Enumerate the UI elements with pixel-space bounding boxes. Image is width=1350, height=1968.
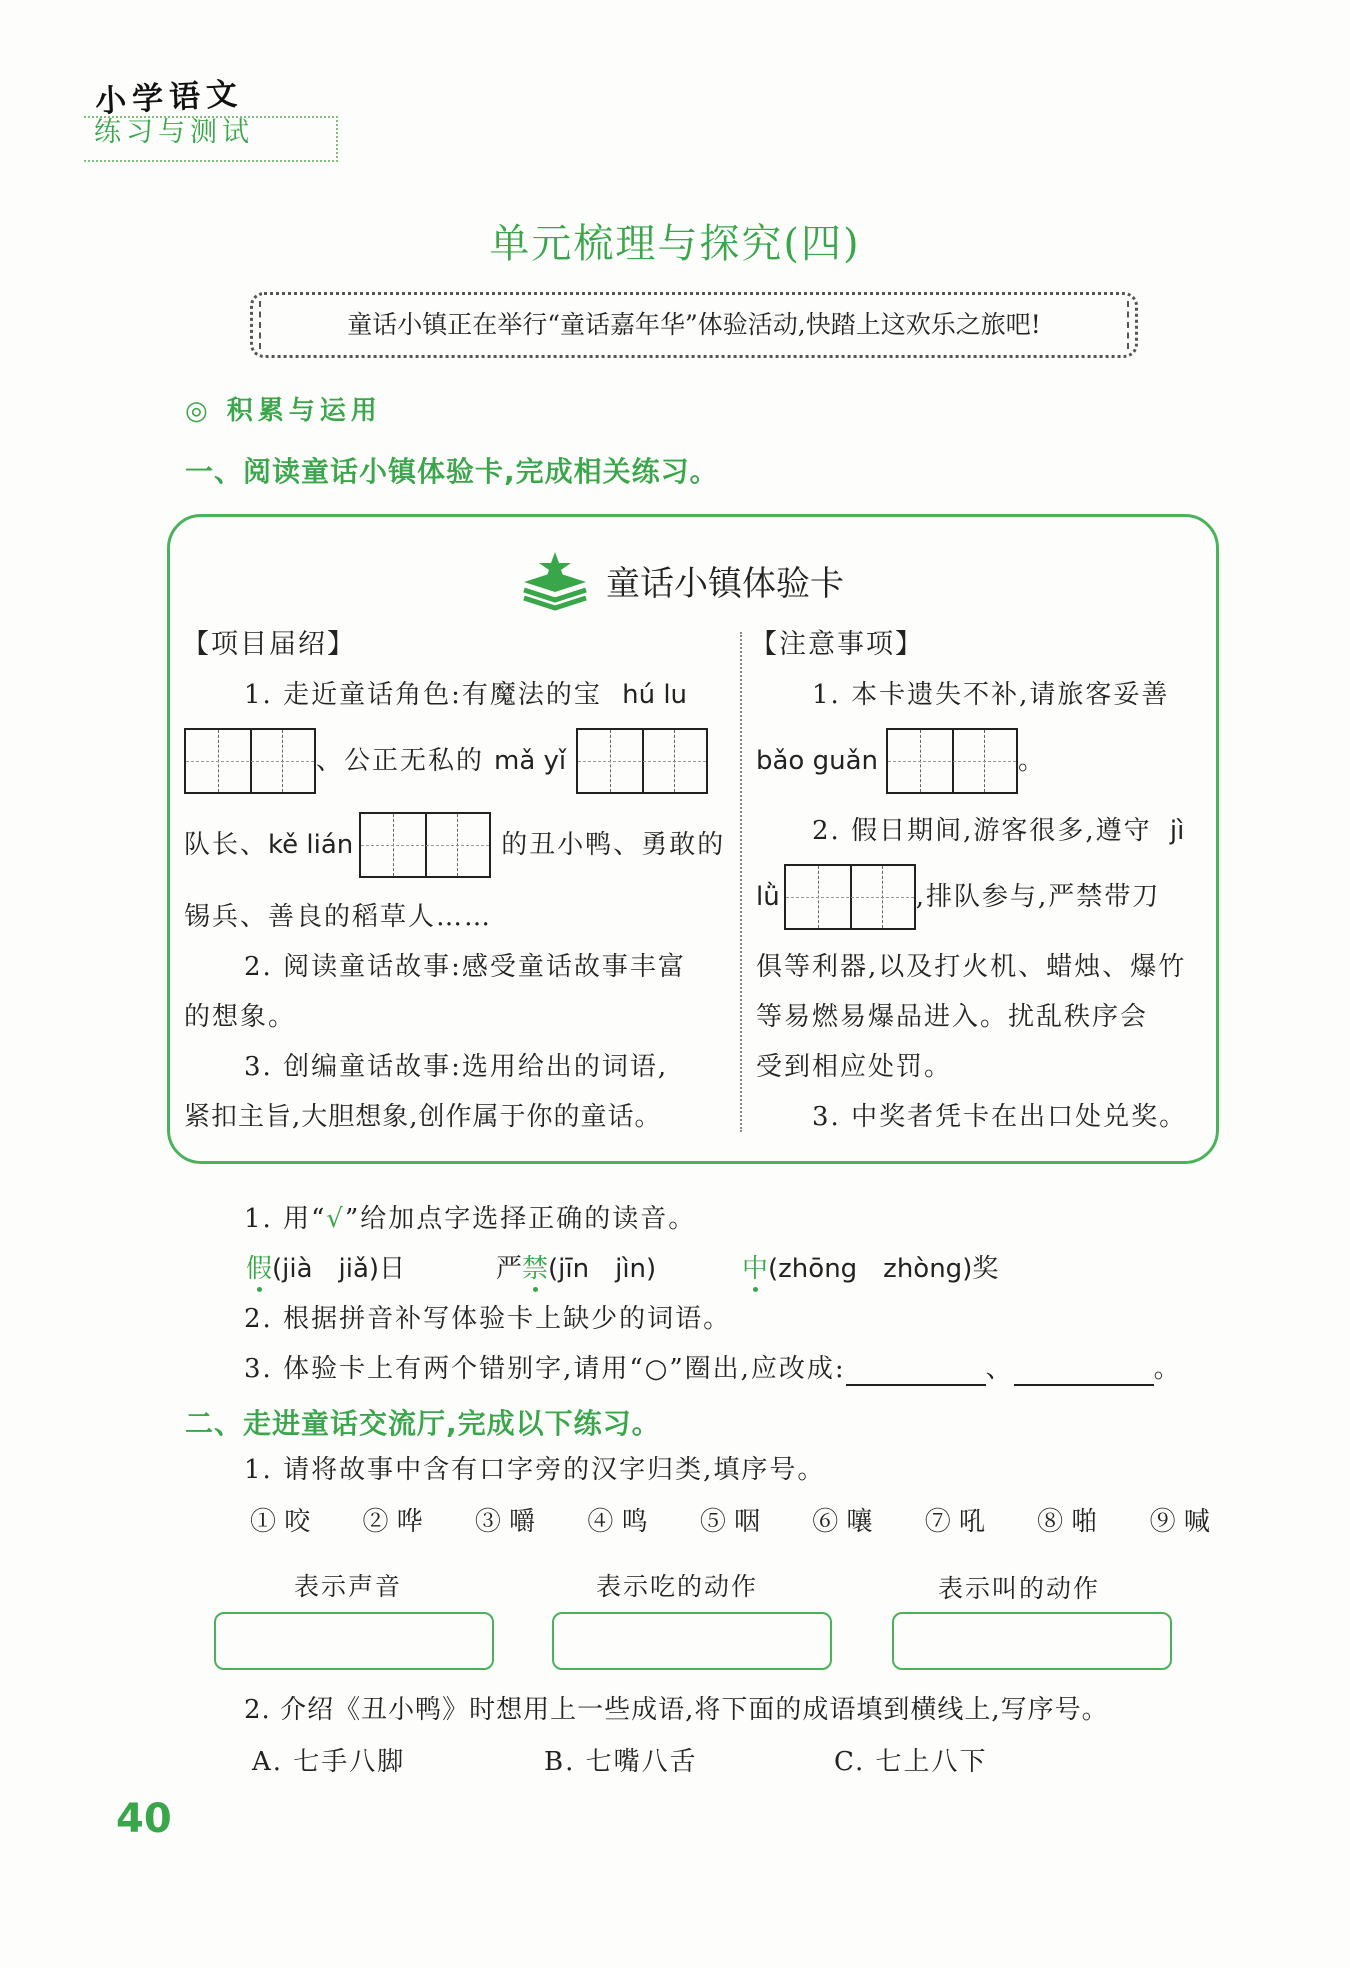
pinyin-choice-3	[742, 1252, 998, 1286]
char-option: ⑨ 喊	[1149, 1507, 1210, 1537]
left-line-1c	[184, 812, 725, 878]
answer-box-call[interactable]	[892, 1612, 1172, 1670]
unit-title: 单元梳理与探究(四)	[489, 221, 861, 267]
char-option: ② 哗	[362, 1507, 423, 1537]
box-label-eat: 表示吃的动作	[596, 1572, 759, 1601]
dotted-char-zhong: 中	[742, 1254, 769, 1284]
left-line-3b: 紧扣主旨,大胆想象,创作属于你的童话。	[184, 1102, 662, 1132]
left-column-header: 【项目届绍】	[182, 629, 356, 660]
section-label: ◎ 积累与运用	[185, 396, 382, 426]
left-line-1d: 锡兵、善良的稻草人……	[184, 902, 493, 932]
left-line-1c-post: 的丑小鸭、勇敢的	[501, 830, 726, 860]
dotted-char-jin: 禁	[522, 1254, 549, 1284]
left-line-1a	[244, 678, 687, 712]
right-line-1b-post: 。	[1018, 746, 1047, 776]
right-line-2b	[756, 864, 1160, 930]
left-line-1b	[184, 728, 708, 794]
right-column-header: 【注意事项】	[750, 629, 924, 660]
book-star-icon	[520, 548, 590, 612]
correction-blank-2[interactable]	[1014, 1364, 1154, 1386]
card-title	[520, 548, 844, 612]
answer-grid-baoguan[interactable]	[886, 728, 1018, 794]
right-line-2a-text: 2. 假日期间,游客很多,遵守	[812, 816, 1152, 846]
char-option: ⑥ 嚷	[812, 1507, 873, 1537]
right-line-1b	[756, 728, 1046, 794]
pinyin-ji: jì	[1169, 816, 1185, 846]
choice-3-options[interactable]: (zhōng zhòng)奖	[768, 1254, 999, 1284]
answer-grid-mayi[interactable]	[576, 728, 708, 794]
intro-banner: 童话小镇正在举行“童话嘉年华”体验活动,快踏上这欢乐之旅吧!	[250, 292, 1138, 358]
pinyin-mayi: mǎ yǐ	[494, 746, 567, 776]
q1-item-1-post: ”给加点字选择正确的读音。	[344, 1204, 697, 1234]
q1-item-3-end: 。	[1153, 1354, 1182, 1384]
correction-blank-1[interactable]	[846, 1364, 986, 1386]
q1-item-3-text: 3. 体验卡上有两个错别字,请用“○”圈出,应改成:	[244, 1354, 846, 1384]
char-option: ⑧ 啪	[1037, 1507, 1098, 1537]
char-option: ④ 鸣	[587, 1507, 648, 1537]
left-line-2b: 的想象。	[184, 1002, 297, 1032]
answer-grid-jilv[interactable]	[784, 864, 916, 930]
left-line-3a: 3. 创编童话故事:选用给出的词语,	[244, 1052, 669, 1082]
idiom-option-b: B. 七嘴八舌	[544, 1747, 698, 1777]
page-number: 40	[116, 1796, 172, 1842]
left-line-1b-text: 、公正无私的	[316, 746, 485, 776]
left-line-1c-pre: 队长、	[184, 830, 269, 860]
answer-box-eat[interactable]	[552, 1612, 832, 1670]
check-mark: √	[326, 1204, 345, 1234]
pinyin-choice-2	[496, 1252, 656, 1286]
pinyin-lv: lǜ	[756, 882, 780, 912]
left-line-1a-text: 1. 走近童话角色:有魔法的宝	[244, 680, 602, 710]
left-line-2a: 2. 阅读童话故事:感受童话故事丰富	[244, 952, 686, 982]
pinyin-baoguan: bǎo guǎn	[756, 746, 879, 776]
right-line-2e: 受到相应处罚。	[756, 1052, 953, 1082]
q1-item-2: 2. 根据拼音补写体验卡上缺少的词语。	[244, 1304, 732, 1334]
q2-item-2: 2. 介绍《丑小鸭》时想用上一些成语,将下面的成语填到横线上,写序号。	[244, 1695, 1109, 1725]
right-line-2a	[812, 814, 1184, 848]
choice-2-pre: 严	[496, 1254, 523, 1284]
char-option: ⑦ 吼	[924, 1507, 985, 1537]
idiom-option-a: A. 七手八脚	[252, 1747, 406, 1777]
card-title-text: 童话小镇体验卡	[606, 563, 844, 604]
pinyin-hulu: hú lu	[622, 680, 688, 710]
pinyin-choice-1	[246, 1252, 405, 1286]
q1-item-3-sep: 、	[985, 1354, 1014, 1384]
q1-item-1	[244, 1202, 696, 1236]
dotted-char-jia: 假	[246, 1254, 273, 1284]
brand-title: 小学语文	[94, 76, 245, 120]
char-option: ① 咬	[250, 1507, 311, 1537]
question-1-heading: 一、阅读童话小镇体验卡,完成相关练习。	[185, 455, 719, 488]
answer-box-sound[interactable]	[214, 1612, 494, 1670]
right-line-3: 3. 中奖者凭卡在出口处兑奖。	[812, 1102, 1188, 1132]
char-option: ③ 嚼	[474, 1507, 536, 1537]
idiom-option-c: C. 七上八下	[834, 1747, 988, 1777]
q1-item-3	[244, 1352, 1182, 1386]
right-line-2c: 俱等利器,以及打火机、蜡烛、爆竹	[756, 952, 1187, 982]
pinyin-kelian: kě lián	[268, 830, 354, 860]
card-divider	[740, 632, 742, 1132]
choice-1-options[interactable]: (jià jiǎ)日	[272, 1254, 406, 1284]
right-line-2b-post: ,排队参与,严禁带刀	[915, 882, 1161, 912]
box-label-sound: 表示声音	[294, 1572, 403, 1601]
char-option: ⑤ 咽	[699, 1507, 761, 1537]
choice-2-options[interactable]: (jīn jìn)	[548, 1254, 657, 1284]
answer-grid-hulu[interactable]	[184, 728, 316, 794]
q1-item-1-pre: 1. 用“	[244, 1204, 327, 1234]
q2-item-1: 1. 请将故事中含有口字旁的汉字归类,填序号。	[244, 1455, 826, 1485]
radical-char-list	[250, 1505, 1210, 1539]
right-line-1a: 1. 本卡遗失不补,请旅客妥善	[812, 680, 1170, 710]
box-label-call: 表示叫的动作	[938, 1574, 1101, 1603]
brand-subtitle: 练习与测试	[84, 116, 338, 162]
answer-grid-kelian[interactable]	[359, 812, 491, 878]
right-line-2d: 等易燃易爆品进入。扰乱秩序会	[756, 1002, 1149, 1032]
question-2-heading: 二、走进童话交流厅,完成以下练习。	[185, 1407, 661, 1440]
